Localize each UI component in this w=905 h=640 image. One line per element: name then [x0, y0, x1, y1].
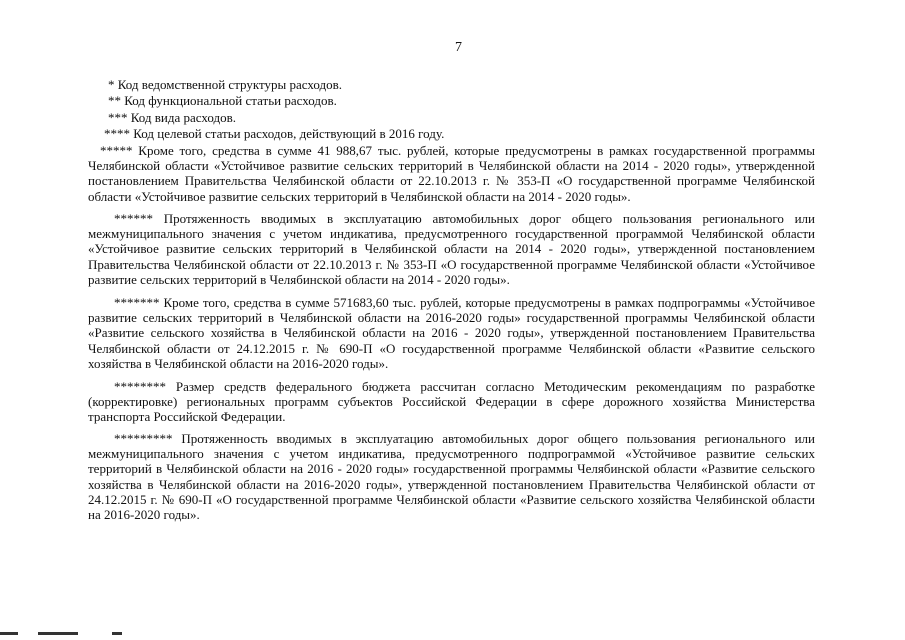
- footnote-2: ** Код функциональной статьи расходов.: [108, 93, 337, 108]
- scan-edge-mark: [0, 632, 18, 635]
- footnote-3: *** Код вида расходов.: [108, 110, 236, 125]
- footnote-5: ***** Кроме того, средства в сумме 41 988,67 тыс. рублей, которые предусмотрены в рамках государственной программы Челябинской области «Устойчивое развитие сельских территорий в Челябинской области на 2014 - 2020 годы», утвержденной постановлением Правительства Челябинской области от 22.10.2013 г. № 353-П «О государственной программе Челябинской области «Устойчивое развитие сельских территорий в Челябинской области на 2014 - 2020 годы».: [88, 143, 815, 204]
- footnote-1: * Код ведомственной структуры расходов.: [108, 77, 342, 92]
- scan-edge-mark: [112, 632, 122, 635]
- footnote-9: ********* Протяженность вводимых в эксплуатацию автомобильных дорог общего пользования регионального или межмуниципального значения с учетом индикатива, предусмотренного подпрограммой «Устойчивое развитие сельских территорий в Челябинской области на 2016 - 2020 годы» государственной программы Челябинской области «Развитие сельского хозяйства в Челябинской области на 2016-2020 годы», утвержденной постановлением Правительства Челябинской области от 24.12.2015 г. № 690-П «О государственной программе Челябинской области «Развитие сельского хозяйства Челябинской области на 2016-2020 годы».: [88, 431, 815, 523]
- footnote-7: ******* Кроме того, средства в сумме 571683,60 тыс. рублей, которые предусмотрены в рамках подпрограммы «Устойчивое развитие сельских территорий в Челябинской области на 2016-2020 годы» государственной программы Челябинской области «Развитие сельского хозяйства в Челябинской области на 2016 - 2020 годы», утвержденной постановлением Правительства Челябинской области от 24.12.2015 г. № 690-П «О государственной программе Челябинской области «Развитие сельского хозяйства в Челябинской области на 2016-2020 годы».: [88, 295, 815, 371]
- page-number: 7: [455, 40, 462, 55]
- scan-edge-mark: [38, 632, 78, 635]
- footnote-8: ******** Размер средств федерального бюджета рассчитан согласно Методическим рекомендациям по разработке (корректировке) региональных программ субъектов Российской Федерации в сфере дорожного хозяйства Министерства транспорта Российской Федерации.: [88, 379, 815, 425]
- footnote-6: ****** Протяженность вводимых в эксплуатацию автомобильных дорог общего пользования регионального или межмуниципального значения с учетом индикатива, предусмотренного государственной программой Челябинской области «Устойчивое развитие сельских территорий в Челябинской области на 2014 - 2020 годы», утвержденной постановлением Правительства Челябинской области от 22.10.2013 г. № 353-П «О государственной программе Челябинской области «Устойчивое развитие сельских территорий в Челябинской области на 2014 - 2020 годы».: [88, 211, 815, 287]
- footnote-4: **** Код целевой статьи расходов, действующий в 2016 году.: [104, 126, 445, 141]
